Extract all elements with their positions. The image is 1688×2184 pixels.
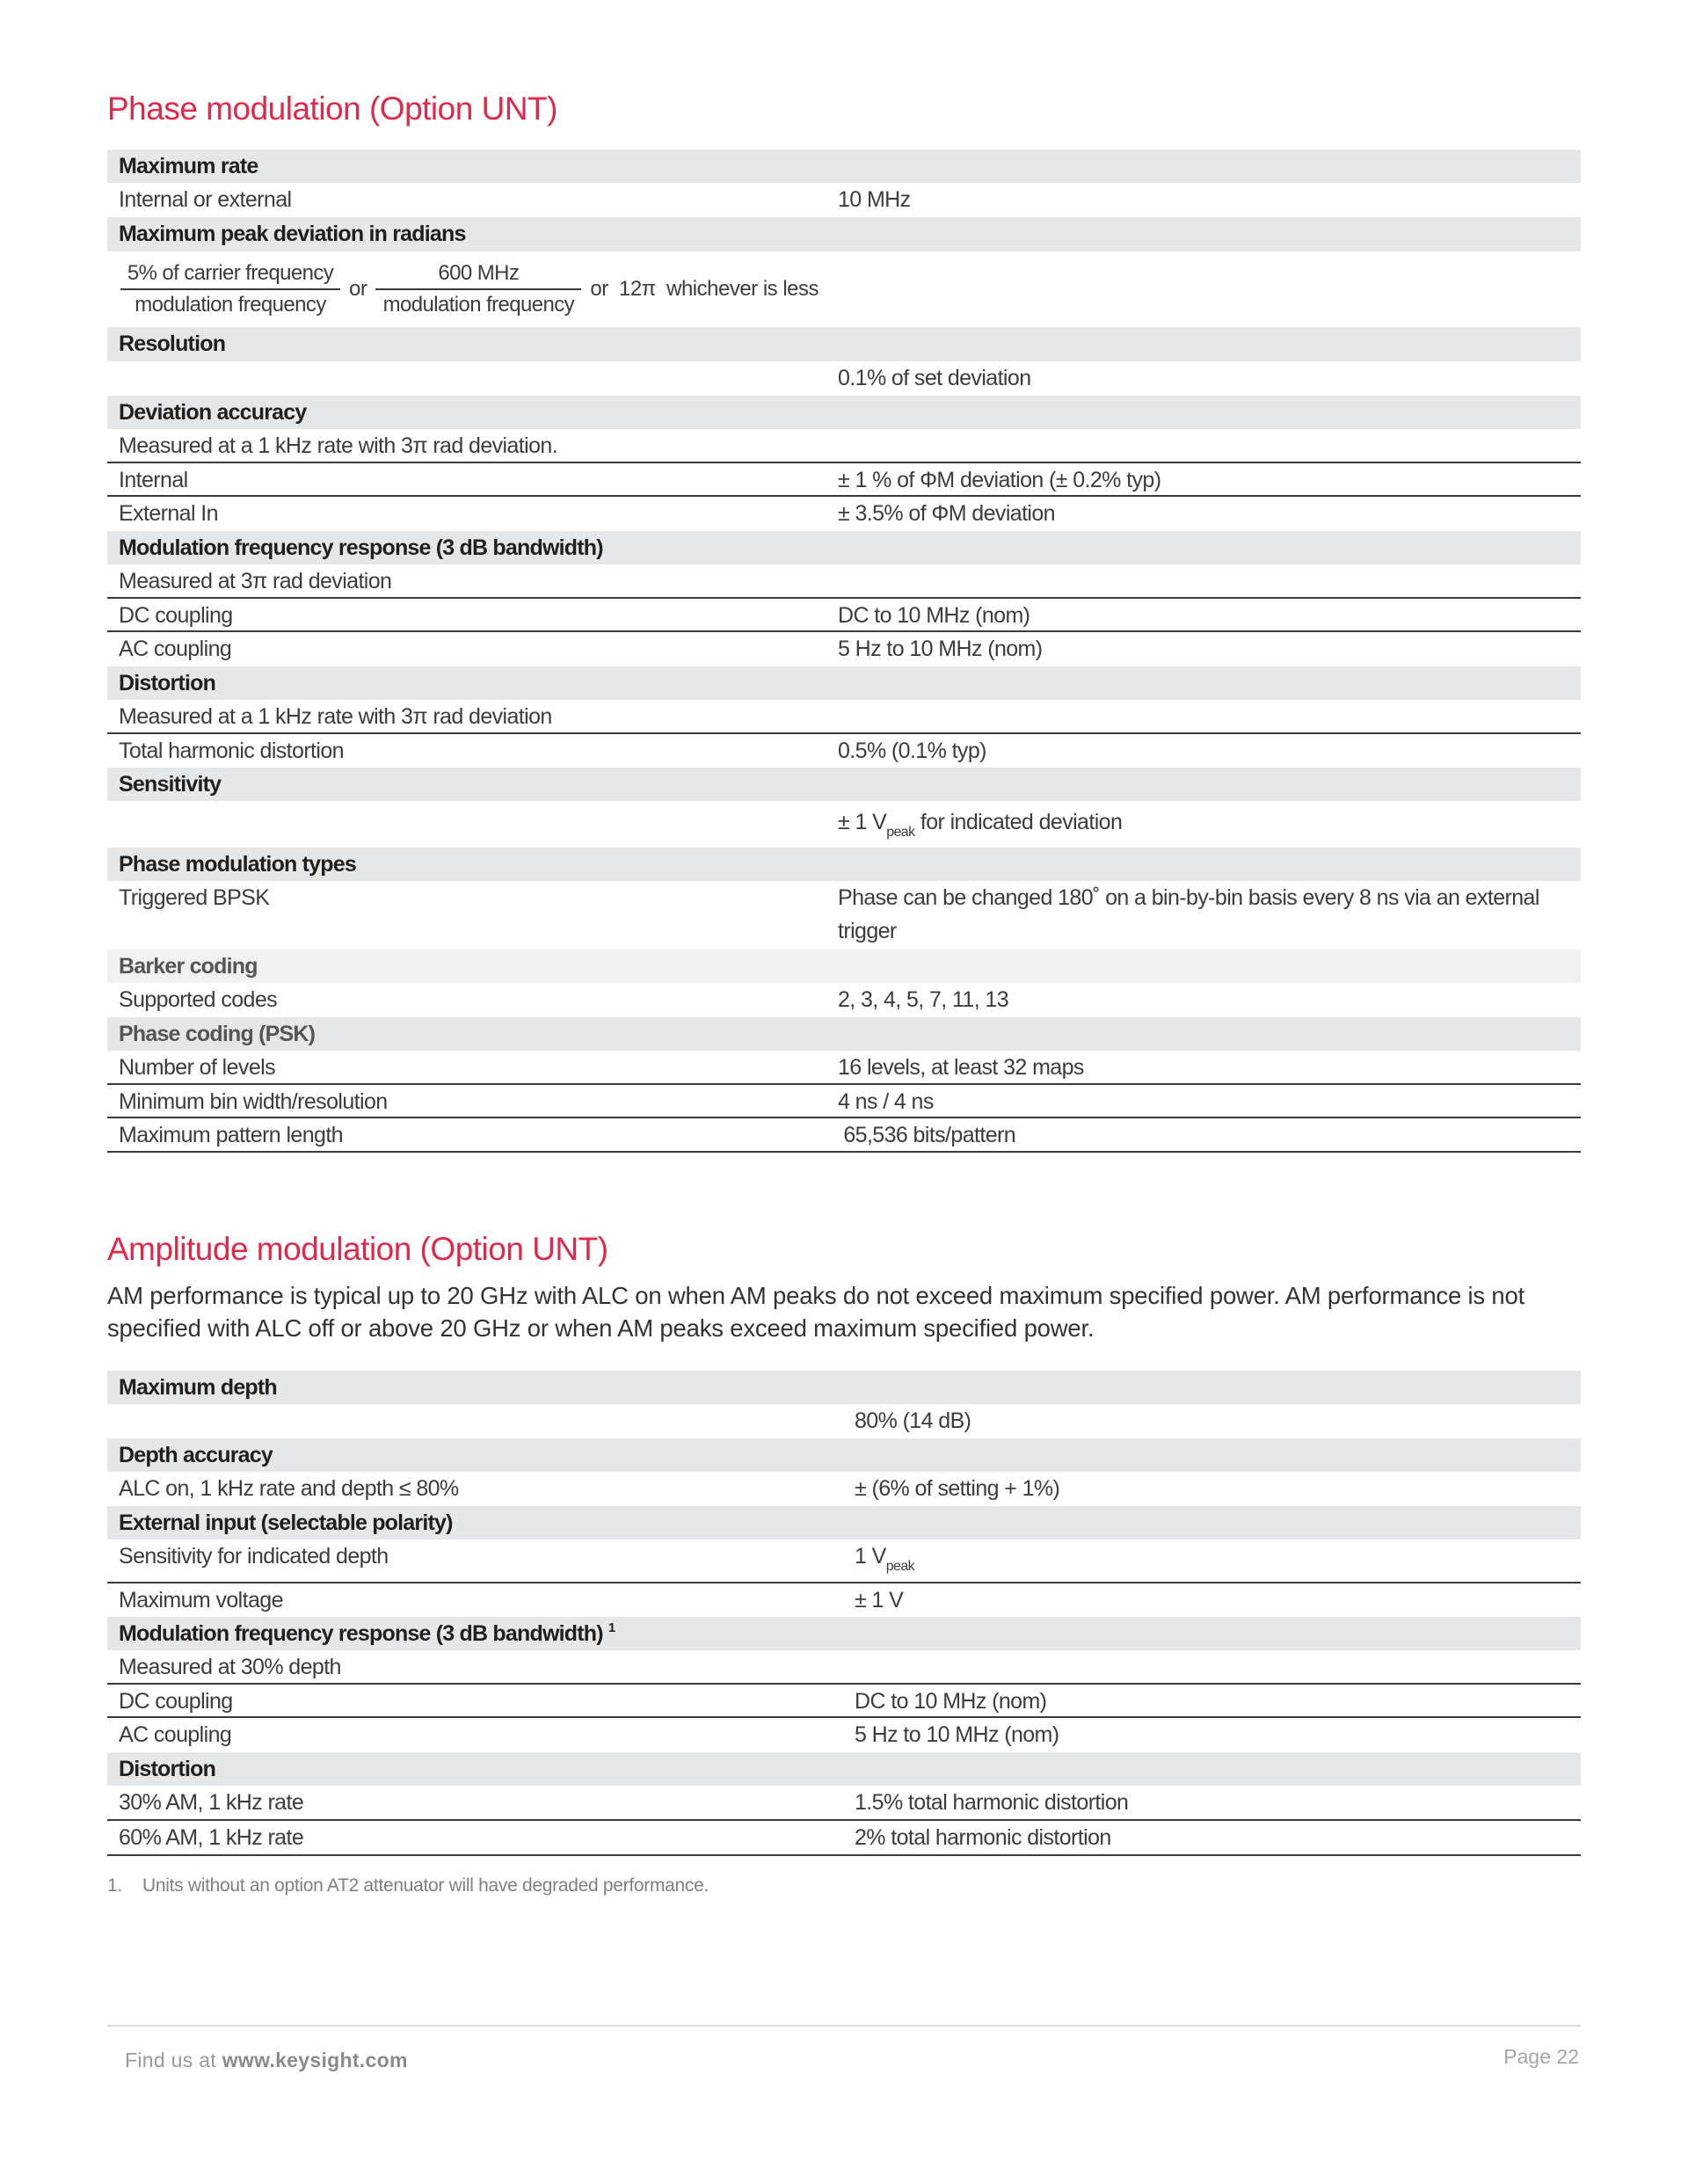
spec-row (107, 1821, 1581, 1856)
spec-value: 5 Hz to 10 MHz (nom) (855, 1722, 1059, 1747)
spec-label: AC coupling (119, 637, 232, 661)
spec-label: Number of levels (119, 1055, 275, 1080)
spec-label: Measured at 3π rad deviation (119, 569, 392, 593)
spec-value: ± 1 V (855, 1588, 904, 1613)
spec-header-label: Maximum rate (119, 154, 258, 178)
value-text: for indicated deviation (914, 810, 1123, 834)
spec-header-label: Phase modulation types (119, 852, 356, 877)
spec-row (107, 632, 1581, 666)
spec-section-header (107, 950, 1581, 983)
spec-section-header (107, 1438, 1581, 1472)
spec-section-header (107, 666, 1581, 700)
spec-section-header (107, 396, 1581, 429)
spec-label: Measured at a 1 kHz rate with 3π rad deviation (119, 704, 552, 729)
spec-value: 16 levels, at least 32 maps (838, 1055, 1084, 1080)
spec-value (838, 805, 1568, 839)
fraction-numerator: 600 MHz (375, 258, 581, 290)
spec-value: ± 3.5% of ΦM deviation (838, 501, 1055, 526)
spec-row (107, 700, 1581, 734)
value-text: 1 V (855, 1544, 886, 1569)
spec-row (107, 497, 1581, 531)
page-number: Page 22 (1503, 2045, 1579, 2068)
spec-value: 0.5% (0.1% typ) (838, 739, 986, 763)
spec-value: ± (6% of setting + 1%) (855, 1476, 1060, 1501)
spec-section-header (107, 848, 1581, 881)
spec-section-header (107, 1371, 1581, 1404)
spec-header-label (107, 1617, 615, 1650)
footer-find-us (125, 2049, 408, 2072)
spec-section-header (107, 531, 1581, 564)
spec-value: 65,536 bits/pattern (838, 1123, 1016, 1147)
spec-value (855, 1540, 1567, 1573)
spec-label: Minimum bin width/resolution (119, 1089, 388, 1114)
value-text: ± 1 V (838, 810, 887, 834)
spec-label: DC coupling (119, 1689, 233, 1714)
spec-header-label: Distortion (119, 1757, 216, 1781)
spec-value: 10 MHz (838, 187, 911, 212)
spec-row (107, 881, 1581, 950)
spec-row (107, 1051, 1581, 1085)
spec-section-header (107, 1617, 1581, 1650)
spec-row (107, 1718, 1581, 1752)
spec-value: 2, 3, 4, 5, 7, 11, 13 (838, 987, 1009, 1012)
spec-row (107, 734, 1581, 768)
spec-label: Internal (119, 468, 188, 492)
amplitude-modulation-spec-table (107, 1371, 1581, 1856)
fraction-numerator: 5% of carrier frequency (120, 258, 340, 290)
deviation-formula (107, 251, 827, 327)
spec-label: Supported codes (119, 987, 278, 1012)
spec-label: Measured at a 1 kHz rate with 3π rad deviation. (119, 433, 558, 458)
spec-header-label: Maximum depth (119, 1375, 277, 1400)
spec-row (107, 429, 1581, 463)
spec-row (107, 463, 1581, 497)
spec-label: Measured at 30% depth (119, 1655, 341, 1679)
spec-label: Total harmonic distortion (119, 739, 344, 763)
spec-section-header (107, 217, 1581, 251)
spec-label: Triggered BPSK (119, 885, 270, 910)
spec-row (107, 183, 1581, 217)
value-subscript: peak (885, 1559, 915, 1574)
spec-value: DC to 10 MHz (nom) (838, 603, 1030, 628)
spec-header-label: Deviation accuracy (119, 400, 307, 425)
fraction-600mhz (375, 258, 581, 320)
spec-label: Sensitivity for indicated depth (119, 1544, 389, 1569)
footer-divider (107, 2025, 1581, 2027)
spec-value: ± 1 % of ΦM deviation (± 0.2% typ) (838, 468, 1161, 492)
phase-modulation-spec-table (107, 149, 1581, 1153)
spec-label: 30% AM, 1 kHz rate (119, 1790, 304, 1815)
spec-row (107, 361, 1581, 396)
fraction-denominator: modulation frequency (135, 293, 326, 317)
spec-section-header (107, 768, 1581, 801)
spec-header-label: Modulation frequency response (3 dB bandwidth) (119, 535, 603, 560)
spec-label: 60% AM, 1 kHz rate (119, 1825, 304, 1850)
spec-value: 4 ns / 4 ns (838, 1089, 934, 1114)
spec-label: Maximum pattern length (119, 1123, 343, 1147)
spec-row (107, 1685, 1581, 1718)
spec-label: ALC on, 1 kHz rate and depth ≤ 80% (119, 1476, 459, 1501)
spec-row (107, 983, 1581, 1017)
spec-header-label: Distortion (119, 671, 216, 695)
spec-label: External In (119, 501, 218, 526)
header-text: Modulation frequency response (3 dB bandwidth) (119, 1621, 603, 1646)
spec-label: DC coupling (119, 603, 233, 628)
spec-header-label: Resolution (119, 331, 226, 356)
spec-header-label: External input (selectable polarity) (119, 1511, 453, 1535)
spec-row (107, 1583, 1581, 1617)
spec-header-label: Barker coding (119, 954, 258, 979)
spec-label: AC coupling (119, 1722, 232, 1747)
value-subscript: peak (886, 825, 915, 840)
spec-value: Phase can be changed 180˚ on a bin-by-bin basis every 8 ns via an external trigger (838, 885, 1539, 943)
spec-label: Internal or external (119, 187, 292, 212)
footer-prefix: Find us at (125, 2049, 222, 2071)
spec-row (107, 564, 1581, 599)
spec-label: Maximum voltage (119, 1588, 283, 1613)
spec-section-header (107, 149, 1581, 183)
spec-row (107, 1118, 1581, 1153)
spec-section-header (107, 327, 1581, 361)
spec-value: 0.1% of set deviation (838, 366, 1031, 390)
spec-value: 5 Hz to 10 MHz (nom) (838, 637, 1043, 661)
am-intro-paragraph: AM performance is typical up to 20 GHz with ALC on when AM peaks do not exceed maximum specified power. AM performance is not specified with ALC off or above 20 GHz or when AM peaks exceed maximum specified power. (107, 1282, 1525, 1342)
footnote-number: 1. (107, 1875, 122, 1896)
spec-row (107, 1540, 1581, 1583)
spec-value: 80% (14 dB) (855, 1409, 971, 1433)
spec-header-label: Sensitivity (119, 772, 222, 797)
spec-value: 2% total harmonic distortion (855, 1825, 1111, 1850)
fraction-denominator: modulation frequency (382, 293, 575, 317)
formula-tail: or 12π whichever is less (590, 277, 819, 301)
spec-section-header (107, 1752, 1581, 1786)
spec-value: DC to 10 MHz (nom) (855, 1689, 1047, 1714)
spec-row (107, 1085, 1581, 1118)
deviation-formula-row (107, 251, 1581, 327)
spec-row (107, 1786, 1581, 1821)
spec-row (107, 1404, 1581, 1438)
spec-row (107, 599, 1581, 632)
spec-row (107, 801, 1581, 848)
spec-header-label: Maximum peak deviation in radians (119, 222, 466, 246)
footer-website-link[interactable]: www.keysight.com (222, 2049, 408, 2071)
spec-value: 1.5% total harmonic distortion (855, 1790, 1129, 1815)
fraction-carrier (120, 258, 340, 320)
footnote-ref: 1 (608, 1620, 615, 1635)
phase-modulation-title: Phase modulation (Option UNT) (107, 91, 557, 127)
footnote (107, 1875, 709, 1896)
footnote-text: Units without an option AT2 attenuator will have degraded performance. (142, 1875, 709, 1896)
spec-section-header (107, 1506, 1581, 1540)
spec-row (107, 1472, 1581, 1506)
spec-section-header (107, 1017, 1581, 1051)
formula-operator: or (349, 277, 367, 301)
spec-header-label: Phase coding (PSK) (119, 1022, 316, 1046)
amplitude-modulation-title: Amplitude modulation (Option UNT) (107, 1231, 608, 1267)
spec-header-label: Depth accuracy (119, 1443, 273, 1467)
spec-row (107, 1650, 1581, 1685)
